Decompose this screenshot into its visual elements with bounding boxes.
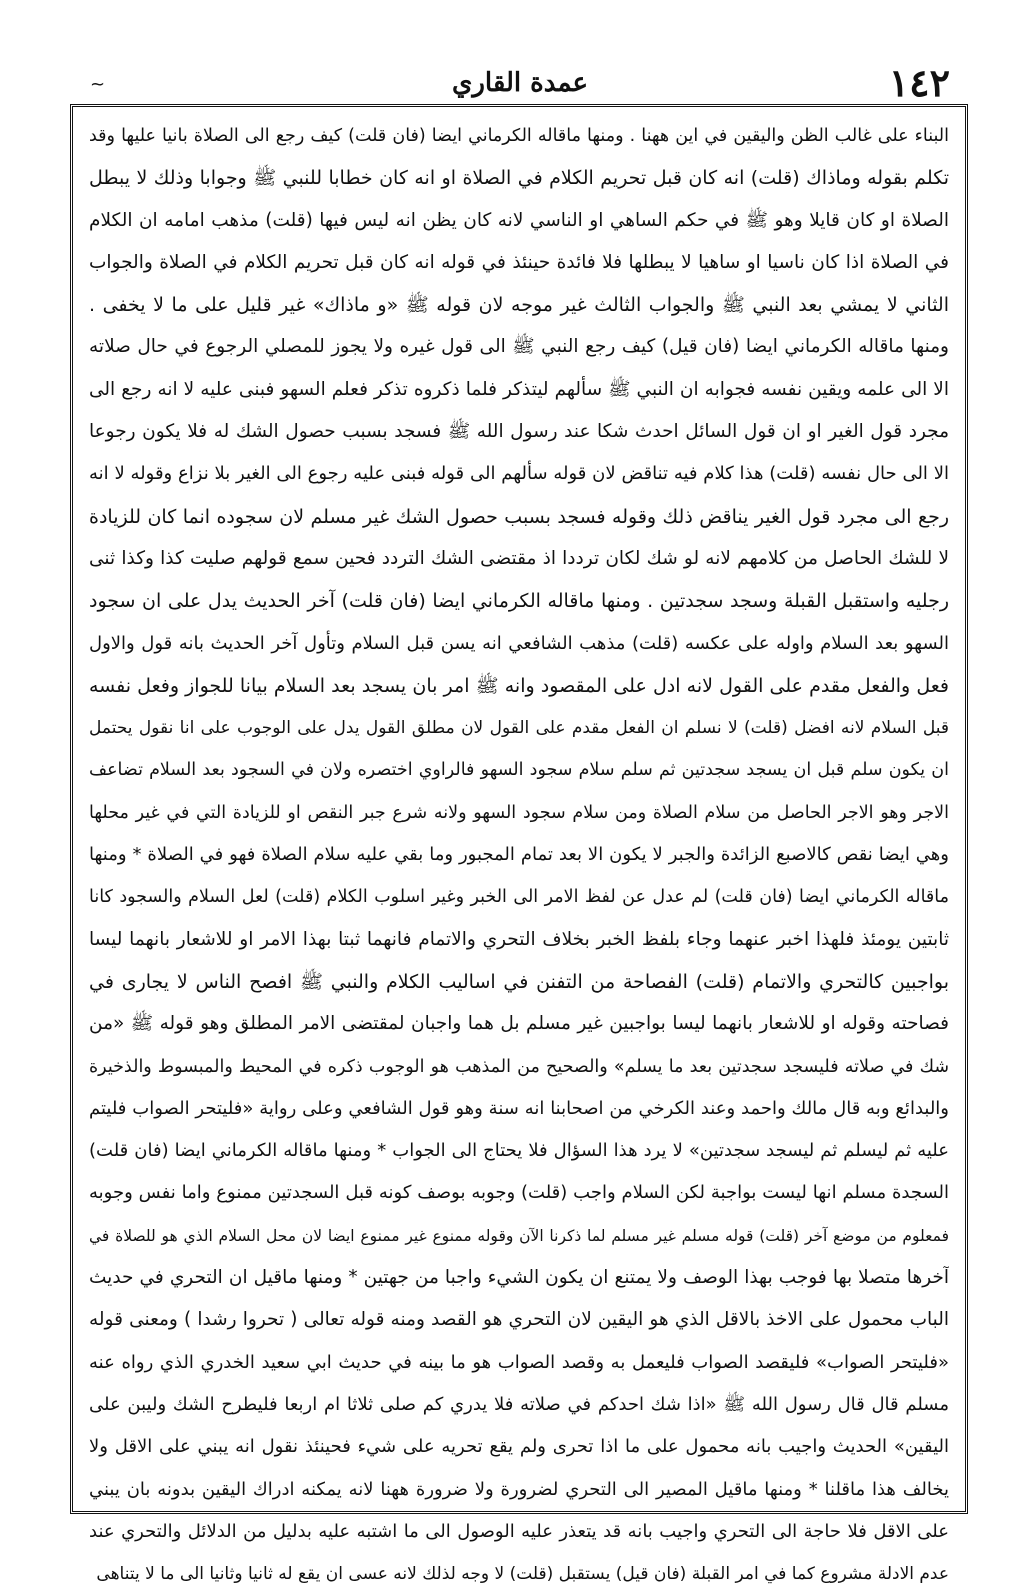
text-line: الاجر وهو الاجر الحاصل من سلام الصلاة ومن سلام سجود السهو ولانه شرع جبر النقص او للزيادة التي في غير محلها bbox=[89, 802, 949, 823]
text-line: رجليه واستقبل القبلة وسجد سجدتين . ومنها ماقاله الكرماني ايضا (فان قلت) آخر الحديث يدل على ان سجود bbox=[89, 590, 949, 613]
body-text bbox=[89, 115, 949, 1595]
text-line: والبدائع وبه قال مالك واحمد وعند الكرخي من اصحابنا انه سنة وهو قول الشافعي وعلى رواية «فليتحر الصواب فليتم bbox=[89, 1097, 949, 1119]
book-title: عمدة القاري bbox=[452, 68, 588, 98]
text-line: رجع الى مجرد قول الغير يناقض ذلك وقوله فسجد بسبب حصول الشك غير مسلم لان سجوده انما كان للزيادة bbox=[89, 505, 949, 528]
text-line: الا الى علمه ويقين نفسه فجوابه ان النبي ﷺ سألهم ليتذكر فلما ذكروه تذكر فعلم السهو فبنى عليه لا انه رجع الى bbox=[89, 378, 949, 400]
text-line: السجدة مسلم انها ليست بواجبة لكن السلام واجب (قلت) وجوبه بوصف كونه قبل السجدتين ممنوع واما نفس وجوبه bbox=[89, 1182, 949, 1204]
text-line: الباب محمول على الاخذ بالاقل الذي هو اليقين لان التحري هو القصد ومنه قوله تعالى ( تحروا رشدا ) ومعنى قوله bbox=[89, 1309, 949, 1331]
text-line: تكلم بقوله وماذاك (قلت) انه كان قبل تحريم الكلام في الصلاة او انه كان خطابا للنبي ﷺ وجوابا وذلك لا يبطل bbox=[89, 167, 949, 190]
text-line: الا الى حال نفسه (قلت) هذا كلام فيه تناقض لان قوله سألهم الى قوله فبنى عليه رجوع الى الغير بلا نزاع وقوله لا انه bbox=[89, 463, 949, 485]
text-line: ومنها ماقاله الكرماني ايضا (فان قيل) كيف رجع النبي ﷺ الى قول غيره ولا يجوز للمصلي الرجوع في حال صلاته bbox=[89, 336, 949, 358]
text-line: «فليتحر الصواب» فليقصد الصواب فليعمل به وقصد الصواب هو ما بينه في حديث ابي سعيد الخدري الذي رواه عنه bbox=[89, 1351, 949, 1373]
text-line: السهو بعد السلام واوله على عكسه (قلت) مذهب الشافعي انه يسن قبل السلام وتأول آخر الحديث بانه قول والاول bbox=[89, 632, 949, 654]
text-line: عليه ثم ليسلم ثم ليسجد سجدتين» لا يرد هذا السؤال فلا يحتاج الى الجواب * ومنها ماقاله الكرماني ايضا (فان قلت) bbox=[89, 1140, 949, 1162]
text-line: يخالف هذا ماقلنا * ومنها ماقيل المصير الى التحري لضرورة ولا ضرورة ههنا لانه يمكنه ادراك اليقين بدونه بان يبني bbox=[89, 1478, 949, 1500]
text-line: ان يكون سلم قبل ان يسجد سجدتين ثم سلم سلام سجود السهو فالراوي اختصره ولان في السجود بعد السلام تضاعف bbox=[89, 760, 949, 781]
text-line: فعل والفعل مقدم على القول لانه ادل على المقصود وانه ﷺ امر بان يسجد بعد السلام بيانا للجواز وفعل نفسه bbox=[89, 674, 949, 697]
text-line: فصاحته وقوله او للاشعار بانهما ليسا بواجبين غير مسلم بل هما واجبان لمقتضى الامر المطلق وهو قوله ﷺ «من bbox=[89, 1013, 949, 1035]
text-line: فمعلوم من موضع آخر (قلت) قوله مسلم غير مسلم لما ذكرنا الآن وقوله ممنوع غير ممنوع ايضا لان محل السلام الذي هو للصلاة في bbox=[89, 1226, 949, 1245]
text-line: البناء على غالب الظن واليقين في اين ههنا . ومنها ماقاله الكرماني ايضا (فان قلت) كيف رجع الى الصلاة بانيا عليها وقد bbox=[89, 126, 949, 146]
text-frame bbox=[70, 104, 968, 1585]
text-line: لا للشك الحاصل من كلامهم لانه لو شك لكان ترددا اذ مقتضى الشك التردد فحين سمع قولهم صليت كذا وكذا ثنى bbox=[89, 547, 949, 569]
text-line: شك في صلاته فليسجد سجدتين بعد ما يسلم» والصحيح من المذهب هو الوجوب ذكره في المحيط والمبسوط والذخيرة bbox=[89, 1056, 949, 1077]
page-header bbox=[60, 52, 980, 112]
text-line: بواجبين كالتحري والاتمام (قلت) الفصاحة من التفنن في اساليب الكلام والنبي ﷺ افصح الناس لا يجارى في bbox=[89, 970, 949, 993]
page-number: ١٤٢ bbox=[888, 60, 950, 105]
text-line: في الصلاة اذا كان ناسيا او ساهيا لا يبطلها فلا فائدة حينئذ في قوله انه كان قبل تحريم الكلام في الصلاة والجواب bbox=[89, 251, 949, 273]
corner-mark: ~ bbox=[90, 74, 106, 95]
text-line: اليقين» الحديث واجيب بانه محمول على ما اذا تحرى ولم يقع تحريه على شيء فحينئذ نقول انه يبني على الاقل ولا bbox=[89, 1436, 949, 1458]
text-line: عدم الادلة مشروع كما في امر القبلة (فان قيل) يستقبل (قلت) لا وجه لذلك لانه عسى ان يقع له ثانيا وثانيا الى ما لا يتناهى bbox=[96, 1564, 949, 1585]
text-line: الثاني لا يمشي بعد النبي ﷺ والجواب الثالث غير موجه لان قوله ﷺ «و ماذاك» غير قليل على ما لا يخفى . bbox=[89, 294, 949, 317]
text-line: وهي ايضا نقص كالاصبع الزائدة والجبر لا يكون الا بعد تمام المجبور وما بقي عليه سلام الصلاة فهو في الصلاة * ومنها bbox=[89, 844, 949, 866]
text-line: مجرد قول الغير او ان قول السائل احدث شكا عند رسول الله ﷺ فسجد بسبب حصول الشك له فلا يكون رجوعا bbox=[89, 421, 949, 443]
text-line: ماقاله الكرماني ايضا (فان قلت) لم عدل عن لفظ الامر الى الخبر وغير اسلوب الكلام (قلت) لعل السلام والسجود كانا bbox=[89, 887, 949, 908]
text-line: آخرها متصلا بها فوجب بهذا الوصف ولا يمتنع ان يكون الشيء واجبا من جهتين * ومنها ماقيل ان التحري في حديث bbox=[89, 1267, 949, 1289]
text-line: الصلاة او كان قايلا وهو ﷺ في حكم الساهي او الناسي لانه كان يظن انه ليس فيها (قلت) مذهب امامه ان الكلام bbox=[89, 209, 949, 231]
text-line: قبل السلام لانه افضل (قلت) لا نسلم ان الفعل مقدم على القول لان مطلق القول يدل على الوجوب على انا نقول يحتمل bbox=[89, 718, 949, 739]
text-line: ثابتين يومئذ فلهذا اخبر عنهما وجاء بلفظ الخبر بخلاف التحري والاتمام فانهما ثبتا بهذا الامر او للاشعار بانهما ليسا bbox=[89, 928, 949, 950]
text-line: على الاقل فلا حاجة الى التحري واجيب بانه قد يتعذر عليه الوصول الى ما اشتبه عليه بدليل من الدلائل والتحري عند bbox=[89, 1520, 949, 1542]
text-line: مسلم قال قال رسول الله ﷺ «اذا شك احدكم في صلاته فلا يدري كم صلى ثلاثا ام اربعا فليطرح الشك وليبن على bbox=[89, 1393, 949, 1415]
